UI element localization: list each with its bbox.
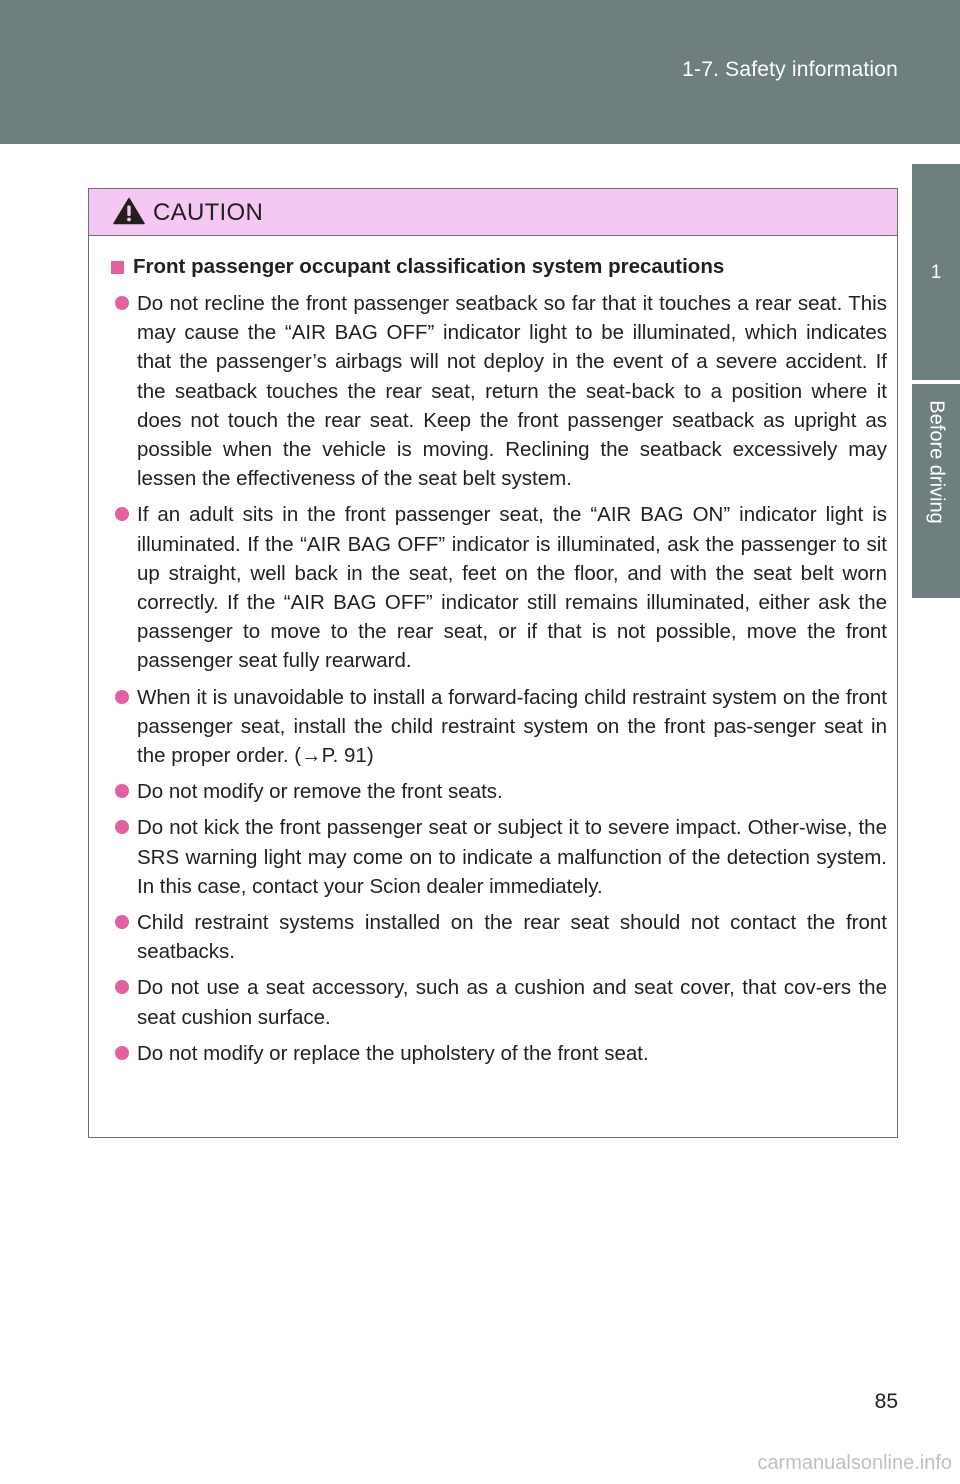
- list-item: [111, 500, 887, 675]
- section-heading: [111, 252, 887, 282]
- bullet-icon: [115, 1046, 129, 1060]
- caution-header: [89, 189, 897, 236]
- warning-triangle-icon: [113, 197, 145, 225]
- list-item-text: Child restraint systems installed on the rear seat should not contact the front seatbacks.: [137, 911, 887, 964]
- caution-box: [88, 188, 898, 1138]
- list-item-text: Do not kick the front passenger seat or subject it to severe impact. Other-wise, the SRS warning light may come on to indicate a malfunction of the detection system. In this case, contact your Scion dealer immediately.: [137, 816, 887, 898]
- list-item-text: If an adult sits in the front passenger seat, the “AIR BAG ON” indicator light is illuminated. If the “AIR BAG OFF” indicator is illuminated, ask the passenger to sit up straight, well back in the seat, feet on the floor, and with the seat belt worn correctly. If the “AIR BAG OFF” indicator still remains illuminated, either ask the passenger to move to the rear seat, or if that is not possible, move the front passenger seat fully rearward.: [137, 503, 887, 673]
- square-bullet-icon: [111, 261, 124, 274]
- list-item: [111, 813, 887, 901]
- page-number: 85: [874, 1390, 898, 1413]
- bullet-icon: [115, 915, 129, 929]
- list-item: [111, 1039, 887, 1068]
- bullet-icon: [115, 690, 129, 704]
- list-item-text: Do not use a seat accessory, such as a cushion and seat cover, that cov-ers the seat cushion surface.: [137, 976, 887, 1029]
- section-title: 1-7. Safety information: [682, 58, 898, 81]
- bullet-icon: [115, 296, 129, 310]
- bullet-icon: [115, 784, 129, 798]
- list-item: [111, 908, 887, 966]
- list-item-text: When it is unavoidable to install a forward-facing child restraint system on the front passenger seat, install the child restraint system on the front pas-senger seat in the proper order. (→P. 91): [137, 685, 887, 768]
- list-item: [111, 289, 887, 493]
- chapter-label: Before driving: [925, 400, 948, 524]
- watermark[interactable]: carmanualsonline.info: [757, 1452, 952, 1474]
- list-item: [111, 683, 887, 771]
- chapter-number: 1: [930, 262, 942, 283]
- bullet-icon: [115, 980, 129, 994]
- bullet-icon: [115, 507, 129, 521]
- list-item: [111, 973, 887, 1031]
- list-item-text: Do not modify or remove the front seats.: [137, 780, 503, 804]
- caution-title: CAUTION: [153, 199, 264, 226]
- list-item: [111, 777, 887, 806]
- list-item-text: Do not modify or replace the upholstery of the front seat.: [137, 1041, 649, 1065]
- list-item-text: Do not recline the front passenger seatback so far that it touches a rear seat. This may cause the “AIR BAG OFF” indicator light to be illuminated, which indicates that the passenger’s airbags will not deploy in the event of a severe accident. If the seatback touches the rear seat, return the seat-back to a position where it does not touch the rear seat. Keep the front passenger seatback as upright as possible when the vehicle is moving. Reclining the seatback excessively may lessen the effectiveness of the seat belt system.: [137, 292, 887, 491]
- header-bar: [0, 0, 960, 144]
- caution-content: [89, 236, 897, 1068]
- section-heading-text: Front passenger occupant classification system precautions: [133, 255, 725, 278]
- bullet-icon: [115, 820, 129, 834]
